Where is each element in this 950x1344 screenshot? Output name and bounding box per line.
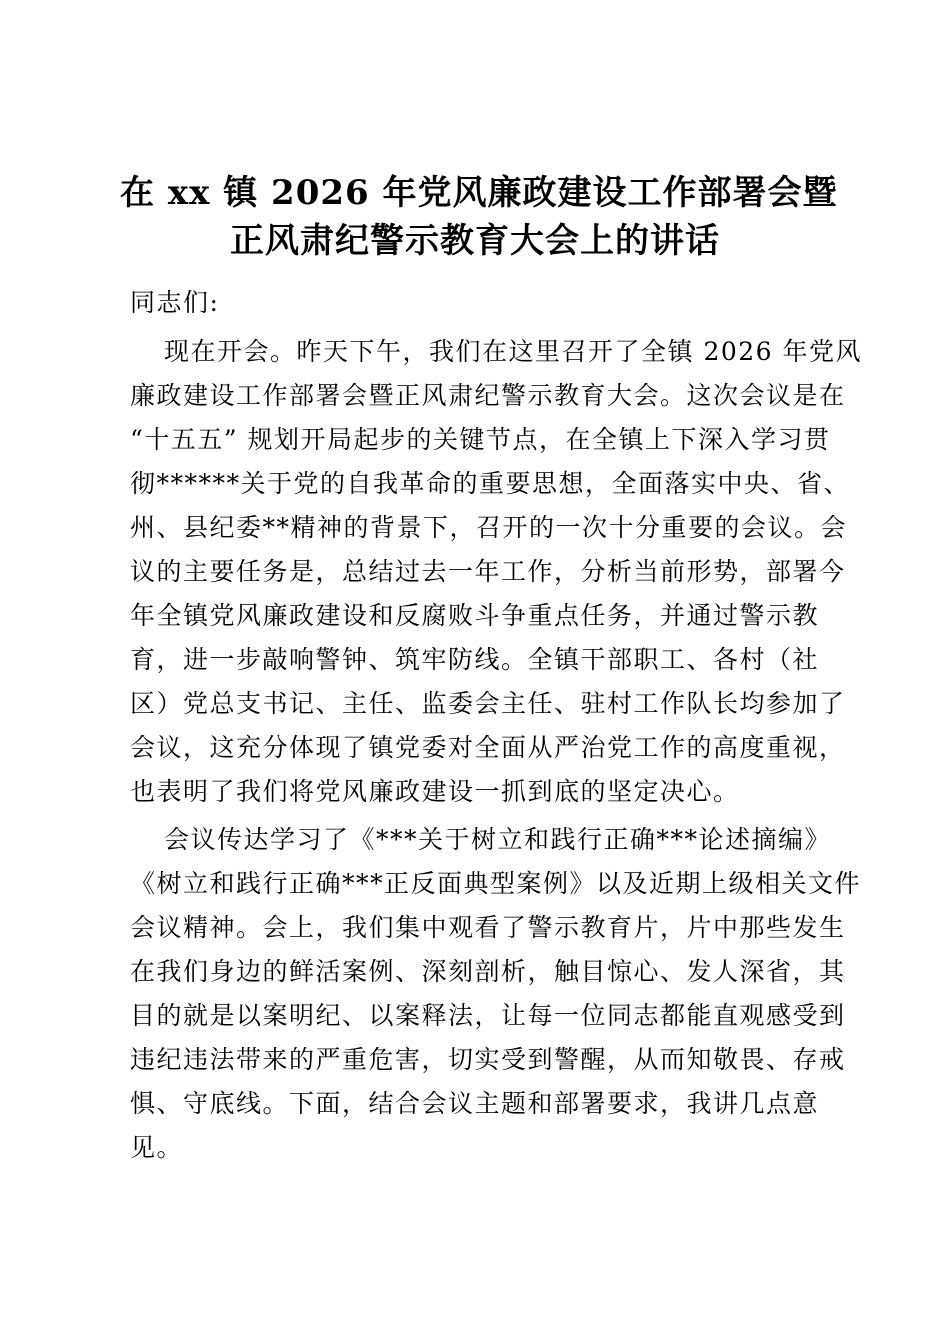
document-title-line-1: 在 xx 镇 2026 年党风廉政建设工作部署会暨 xyxy=(120,173,838,213)
paragraph-2-line: 惧、守底线。下面，结合会议主题和部署要求，我讲几点意 xyxy=(130,1089,820,1118)
paragraph-1-line: 州、县纪委**精神的背景下，召开的一次十分重要的会议。会 xyxy=(130,513,848,542)
paragraph-2-line: 目的就是以案明纪、以案释法，让每一位同志都能直观感受到 xyxy=(130,1001,846,1030)
paragraph-2-line: 会议精神。会上，我们集中观看了警示教育片，片中那些发生 xyxy=(130,913,846,942)
salutation: 同志们: xyxy=(130,288,220,317)
paragraph-1-line: 现在开会。昨天下午，我们在这里召开了全镇 2026 年党风 xyxy=(164,337,863,366)
paragraph-1-line: 会议，这充分体现了镇党委对全面从严治党工作的高度重视， xyxy=(130,733,846,762)
paragraph-2-line: 《树立和践行正确***正反面典型案例》以及近期上级相关文件 xyxy=(130,869,862,898)
paragraph-1-line: 区）党总支书记、主任、监委会主任、驻村工作队长均参加了 xyxy=(130,689,846,718)
paragraph-1-line: 议的主要任务是，总结过去一年工作，分析当前形势，部署今 xyxy=(130,557,846,586)
paragraph-1-line: “十五五” 规划开局起步的关键节点，在全镇上下深入学习贯 xyxy=(130,425,831,454)
paragraph-1-line: 也表明了我们将党风廉政建设一抓到底的坚定决心。 xyxy=(130,777,740,806)
paragraph-1-line: 廉政建设工作部署会暨正风肃纪警示教育大会。这次会议是在 xyxy=(130,381,846,410)
document-title-line-2: 正风肃纪警示教育大会上的讲话 xyxy=(230,221,720,261)
paragraph-2-line: 会议传达学习了《***关于树立和践行正确***论述摘编》 xyxy=(164,825,832,854)
paragraph-1-line: 育，进一步敲响警钟、筑牢防线。全镇干部职工、各村（社 xyxy=(130,645,820,674)
paragraph-2-line: 违纪违法带来的严重危害，切实受到警醒，从而知敬畏、存戒 xyxy=(130,1045,846,1074)
paragraph-2-line: 见。 xyxy=(130,1133,184,1162)
paragraph-1-line: 彻******关于党的自我革命的重要思想，全面落实中央、省、 xyxy=(130,469,851,498)
paragraph-2-line: 在我们身边的鲜活案例、深刻剖析，触目惊心、发人深省，其 xyxy=(130,957,846,986)
paragraph-1-line: 年全镇党风廉政建设和反腐败斗争重点任务，并通过警示教 xyxy=(130,601,820,630)
